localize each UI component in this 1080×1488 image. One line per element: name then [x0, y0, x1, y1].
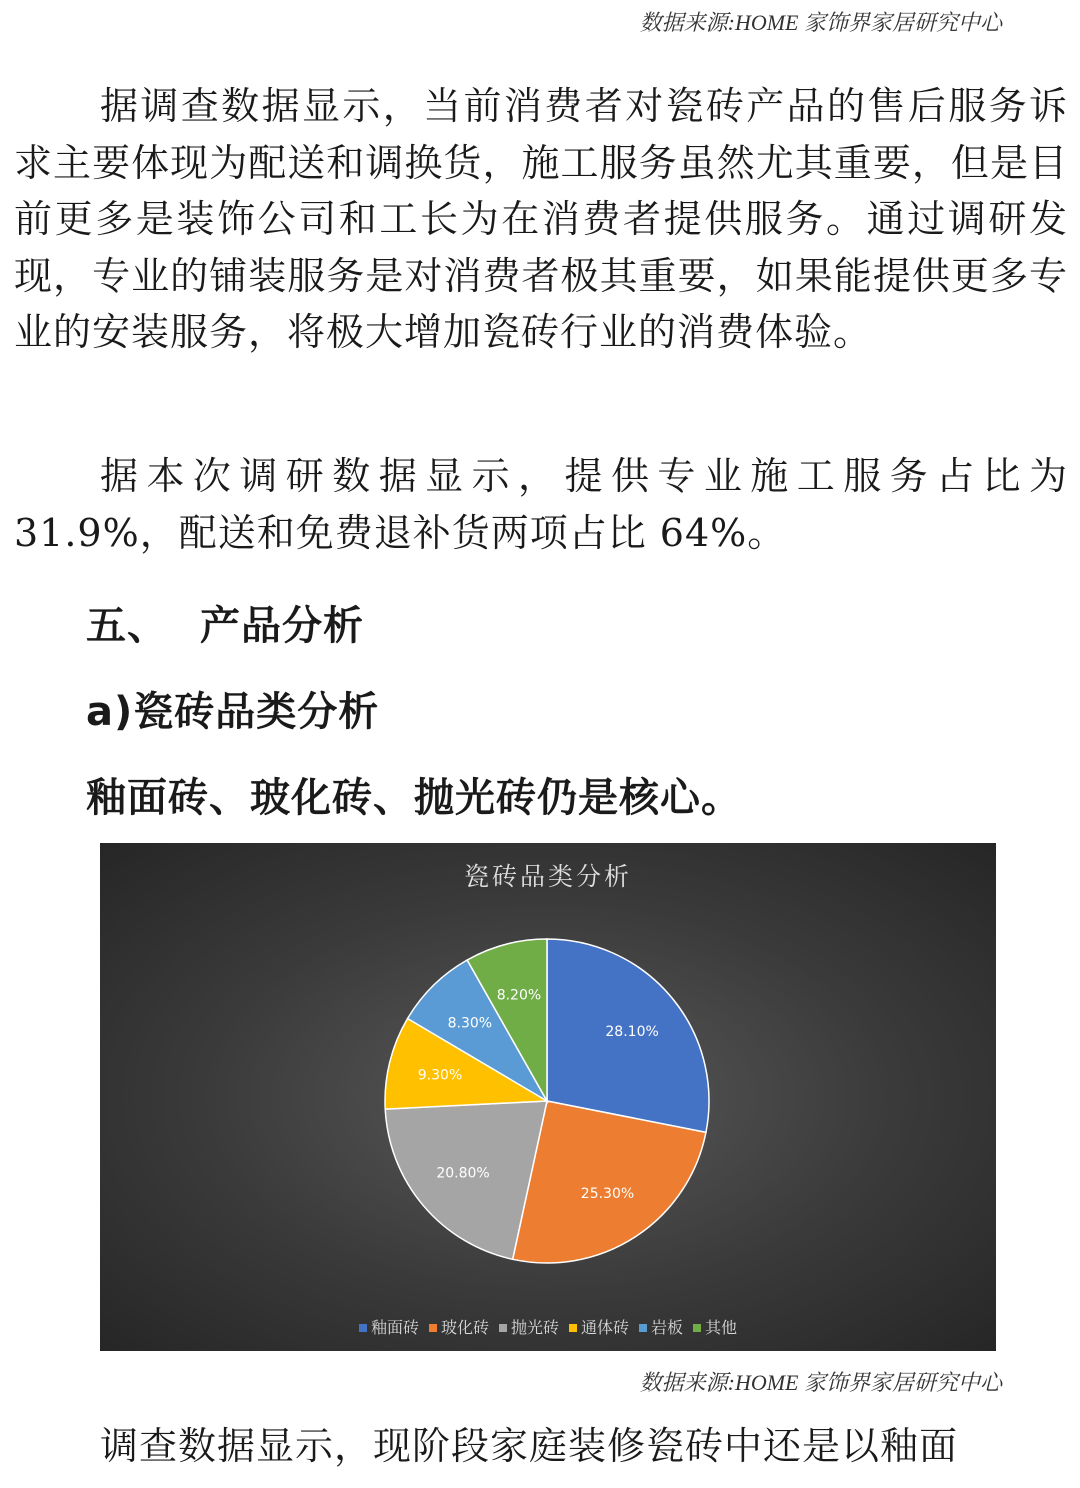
legend-item-6 — [693, 1315, 737, 1338]
paragraph-conclusion: 调查数据显示，现阶段家庭装修瓷砖中还是以釉面 — [100, 1424, 959, 1468]
section-number: 五、 — [86, 603, 168, 649]
legend-item-4 — [569, 1315, 629, 1338]
pie-slice-label-2: 25.30% — [580, 1186, 635, 1203]
legend-swatch — [693, 1324, 701, 1332]
chart-title: 瓷砖品类分析 — [463, 862, 633, 891]
subsection-heading: a)瓷砖品类分析 — [86, 689, 380, 735]
legend-item-5 — [639, 1315, 683, 1338]
chart-legend — [100, 1315, 996, 1338]
pie-chart-panel — [100, 843, 996, 1351]
legend-label: 其他 — [705, 1318, 738, 1337]
data-source-caption-top: 数据来源:HOME 家饰界家居研究中心 — [639, 10, 1002, 35]
legend-swatch — [639, 1324, 647, 1332]
legend-swatch — [499, 1324, 507, 1332]
legend-label: 岩板 — [651, 1318, 684, 1337]
legend-item-3 — [499, 1315, 559, 1338]
legend-swatch — [359, 1324, 367, 1332]
pie-chart — [100, 843, 996, 1351]
legend-label: 通体砖 — [581, 1318, 630, 1337]
paragraph-service-share: 据本次调研数据显示，提供专业施工服务占比为31.9%，配送和免费退补货两项占比 64%。 — [14, 454, 1068, 555]
section-heading — [86, 594, 364, 651]
section-title: 产品分析 — [200, 603, 364, 649]
legend-swatch — [429, 1324, 437, 1332]
key-finding: 釉面砖、玻化砖、抛光砖仍是核心。 — [86, 775, 742, 821]
legend-label: 抛光砖 — [510, 1318, 559, 1337]
data-source-caption-bottom: 数据来源:HOME 家饰界家居研究中心 — [639, 1370, 1002, 1395]
pie-slice-label-1: 28.10% — [605, 1024, 659, 1041]
legend-label: 釉面砖 — [370, 1318, 419, 1337]
legend-swatch — [569, 1324, 577, 1332]
pie-slice-label-3: 20.80% — [436, 1165, 490, 1182]
legend-item-2 — [429, 1315, 489, 1338]
legend-label: 玻化砖 — [440, 1318, 489, 1337]
pie-slice-label-4: 9.30% — [417, 1067, 463, 1084]
pie-slice-label-5: 8.30% — [447, 1015, 493, 1032]
legend-item-1 — [359, 1315, 419, 1338]
pie-slice-label-6: 8.20% — [496, 987, 542, 1004]
paragraph-after-sales: 据调查数据显示，当前消费者对瓷砖产品的售后服务诉求主要体现为配送和调换货，施工服务虽然尤其重要，但是目前更多是装饰公司和工长为在消费者提供服务。通过调研发现，专业的铺装服务是对消费者极其重要，如果能提供更多专业的安装服务，将极大增加瓷砖行业的消费体验。 — [14, 84, 1068, 354]
